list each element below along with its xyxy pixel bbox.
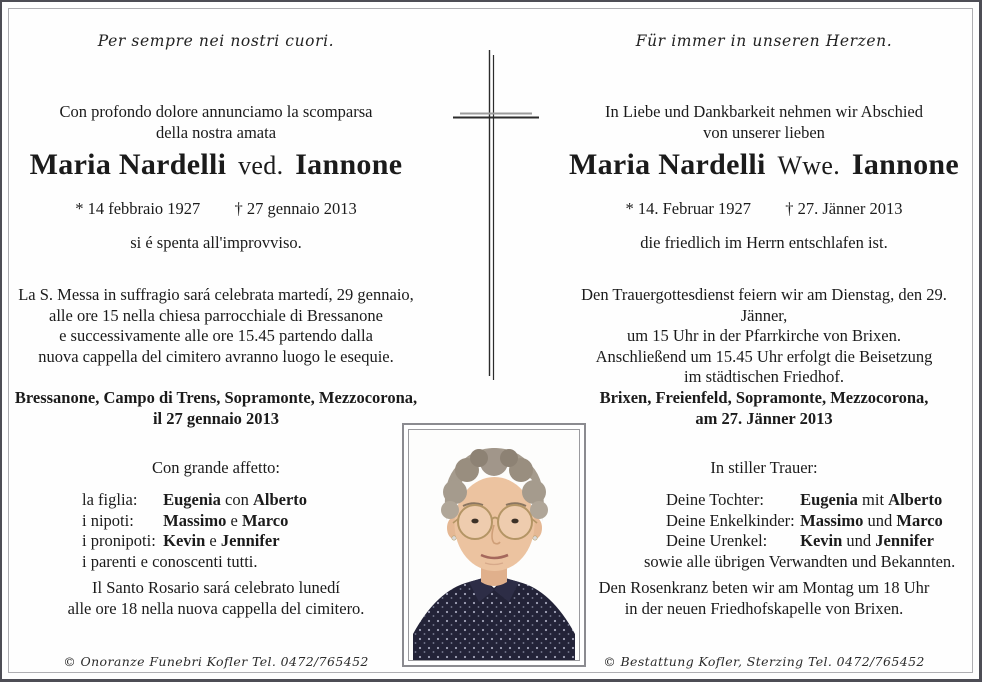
rosary-notice-german	[558, 577, 970, 619]
service-line: um 15 Uhr in der Pfarrkirche von Brixen.	[626, 326, 901, 345]
service-line: alle ore 15 nella chiesa parrocchiale di Bressanone	[49, 305, 383, 325]
family-name: Kevin	[163, 531, 206, 550]
announcement-line: von unserer lieben	[703, 123, 825, 142]
deceased-name-german	[558, 148, 970, 182]
service-line: e successivamente alle ore 15.45 partendo dalla	[59, 326, 373, 345]
service-line: im städtischen Friedhof.	[684, 367, 844, 386]
name-last: Iannone	[295, 148, 403, 181]
service-line: nuova cappella del cimitero avranno luogo le esequie.	[38, 346, 394, 366]
panel-german	[558, 2, 970, 679]
birth-date: * 14. Februar 1927	[625, 199, 752, 218]
mourners-title-german: In stiller Trauer:	[710, 458, 818, 477]
family-conjunction: con	[225, 490, 249, 509]
family-relation: i nipoti:	[82, 510, 134, 530]
passing-note-german: die friedlich im Herrn entschlafen ist.	[640, 233, 888, 252]
family-conjunction: und	[867, 510, 893, 530]
family-name: Kevin	[800, 531, 843, 550]
family-extra: i parenti e conoscenti tutti.	[82, 551, 258, 571]
family-list-italian	[10, 490, 422, 572]
family-row	[666, 511, 970, 532]
places-line: am 27. Jänner 2013	[695, 409, 833, 428]
portrait-illustration	[409, 430, 579, 660]
family-relation: Deine Tochter:	[666, 490, 764, 509]
places-line: Brixen, Freienfeld, Sopramonte, Mezzocorona,	[599, 388, 929, 407]
rosary-line: in der neuen Friedhofskapelle von Brixen.	[624, 599, 904, 618]
name-title: Wwe.	[777, 151, 841, 180]
rosary-line: alle ore 18 nella nuova cappella del cimitero.	[67, 599, 365, 618]
family-conjunction: e	[230, 510, 238, 530]
places-date-italian	[10, 387, 422, 429]
family-conjunction: und	[846, 531, 872, 550]
name-first: Maria Nardelli	[569, 148, 766, 181]
family-row	[82, 490, 422, 511]
mourners-title-italian: Con grande affetto:	[152, 458, 280, 477]
family-relation: i pronipoti:	[82, 531, 156, 550]
family-name: Alberto	[252, 490, 308, 509]
family-name: Marco	[896, 510, 943, 530]
family-row	[82, 511, 422, 532]
life-dates-italian	[10, 199, 422, 219]
family-name: Massimo	[163, 510, 227, 530]
rosary-notice-italian	[10, 577, 422, 619]
family-relation: Deine Enkelkinder:	[666, 510, 795, 530]
places-line: Bressanone, Campo di Trens, Sopramonte, Mezzocorona,	[14, 388, 418, 407]
death-date: † 27. Jänner 2013	[785, 199, 903, 218]
family-name: Massimo	[800, 510, 864, 530]
family-extra: sowie alle übrigen Verwandten und Bekannten.	[644, 551, 956, 571]
motto-italian: Per sempre nei nostri cuori.	[97, 32, 335, 50]
family-name: Marco	[241, 510, 289, 530]
funeral-home-credit-german: © Bestattung Kofler, Sterzing Tel. 0472/765452	[603, 654, 925, 669]
announcement-line: Con profondo dolore annunciamo la scomparsa	[59, 102, 373, 121]
birth-date: * 14 febbraio 1927	[75, 199, 201, 218]
service-line: La S. Messa in suffragio sará celebrata martedí, 29 gennaio,	[18, 285, 414, 304]
panel-italian	[10, 2, 422, 679]
service-line: Anschließend um 15.45 Uhr erfolgt die Beisetzung	[595, 346, 933, 366]
death-date: † 27 gennaio 2013	[234, 199, 357, 218]
family-name: Alberto	[888, 490, 943, 509]
places-date-german	[558, 387, 970, 429]
announcement-italian	[10, 101, 422, 143]
family-row	[666, 490, 970, 511]
family-conjunction: e	[209, 531, 217, 550]
family-relation: Deine Urenkel:	[666, 531, 768, 550]
name-first: Maria Nardelli	[29, 148, 227, 181]
funeral-service-italian	[10, 285, 422, 367]
portrait-photo	[408, 429, 580, 661]
family-name: Eugenia	[800, 490, 858, 509]
family-name: Jennifer	[220, 531, 280, 550]
funeral-home-credit-italian: © Onoranze Funebri Kofler Tel. 0472/765452	[63, 654, 369, 669]
service-line: Den Trauergottesdienst feiern wir am Dienstag, den 29. Jänner,	[581, 285, 947, 325]
places-line: il 27 gennaio 2013	[152, 409, 280, 428]
passing-note-italian: si é spenta all'improvviso.	[130, 233, 302, 252]
funeral-service-german	[558, 285, 970, 388]
family-conjunction: mit	[862, 490, 885, 509]
family-relation: la figlia:	[82, 490, 138, 509]
announcement-line: In Liebe und Dankbarkeit nehmen wir Abschied	[605, 102, 923, 121]
family-name: Eugenia	[163, 490, 221, 509]
portrait-photo-frame	[402, 423, 586, 667]
announcement-line: della nostra amata	[155, 123, 277, 142]
deceased-name-italian	[10, 148, 422, 182]
family-row	[82, 531, 422, 552]
life-dates-german	[558, 199, 970, 219]
announcement-german	[558, 101, 970, 143]
family-list-german	[558, 490, 970, 572]
family-name: Jennifer	[875, 531, 934, 550]
family-row	[666, 531, 970, 552]
name-last: Iannone	[851, 148, 959, 181]
name-title: ved.	[238, 151, 284, 180]
motto-german: Für immer in unseren Herzen.	[635, 32, 893, 50]
rosary-line: Den Rosenkranz beten wir am Montag um 18 Uhr	[598, 578, 930, 597]
rosary-line: Il Santo Rosario sará celebrato lunedí	[92, 578, 340, 597]
